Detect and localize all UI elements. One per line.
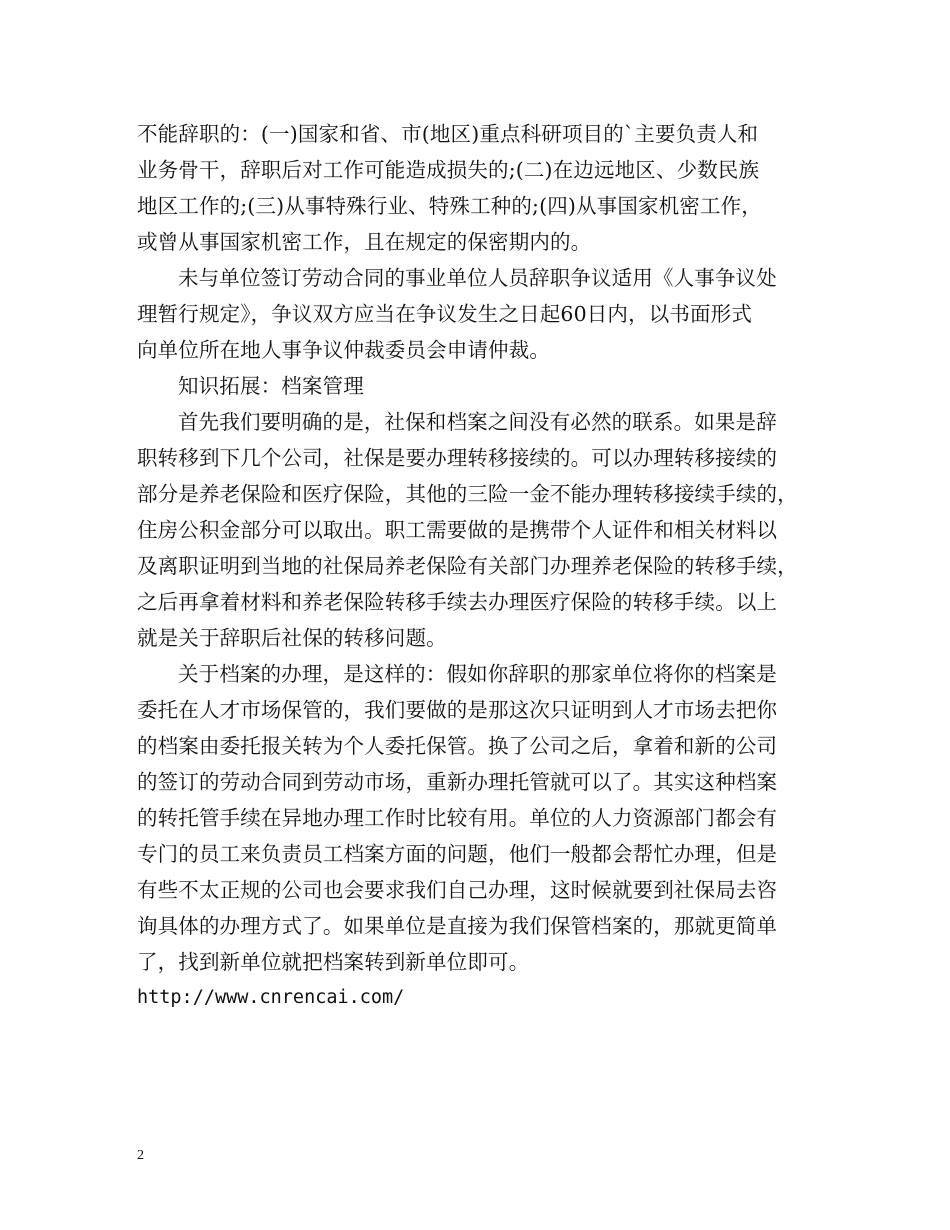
body-text (137, 116, 817, 1016)
text-line: 询具体的办理方式了。如果单位是直接为我们保管档案的，那就更简单 (137, 914, 778, 938)
text-line: 向单位所在地人事争议仲裁委员会申请仲裁。 (137, 338, 550, 362)
text-line: 的签订的劳动合同到劳动市场，重新办理托管就可以了。其实这种档案 (137, 770, 778, 794)
text-line: 的转托管手续在异地办理工作时比较有用。单位的人力资源部门都会有 (137, 806, 778, 830)
text-line: 地区工作的;(三)从事特殊行业、特殊工种的;(四)从事国家机密工作， (137, 194, 762, 218)
paragraph-start-line: 首先我们要明确的是，社保和档案之间没有必然的联系。如果是辞 (178, 410, 777, 434)
text-line: 及离职证明到当地的社保局养老保险有关部门办理养老保险的转移手续， (137, 554, 798, 578)
text-line: 业务骨干，辞职后对工作可能造成损失的;(二)在边远地区、少数民族 (137, 158, 760, 182)
text-line: 专门的员工来负责员工档案方面的问题，他们一般都会帮忙办理，但是 (137, 842, 778, 866)
text-line: 职转移到下几个公司，社保是要办理转移接续的。可以办理转移接续的 (137, 446, 778, 470)
text-line: 有些不太正规的公司也会要求我们自己办理，这时候就要到社保局去咨 (137, 878, 778, 902)
text-line: 就是关于辞职后社保的转移问题。 (137, 626, 447, 650)
source-url: http://www.cnrencai.com/ (137, 987, 405, 1008)
page-number: 2 (137, 1148, 144, 1163)
text-line: 委托在人才市场保管的，我们要做的是那这次只证明到人才市场去把你 (137, 698, 778, 722)
text-line: 或曾从事国家机密工作，且在规定的保密期内的。 (137, 230, 592, 254)
text-line: 之后再拿着材料和养老保险转移手续去办理医疗保险的转移手续。以上 (137, 590, 778, 614)
text-line: 不能辞职的：(一)国家和省、市(地区)重点科研项目的`主要负责人和 (137, 122, 759, 146)
text-line: 理暂行规定》，争议双方应当在争议发生之日起60日内，以书面形式 (137, 302, 752, 326)
text-line: 住房公积金部分可以取出。职工需要做的是携带个人证件和相关材料以 (137, 518, 778, 542)
text-line: 的档案由委托报关转为个人委托保管。换了公司之后，拿着和新的公司 (137, 734, 778, 758)
text-line: 了，找到新单位就把档案转到新单位即可。 (137, 950, 530, 974)
text-line: 部分是养老保险和医疗保险，其他的三险一金不能办理转移接续手续的， (137, 482, 798, 506)
paragraph-start-line: 关于档案的办理，是这样的：假如你辞职的那家单位将你的档案是 (178, 662, 777, 686)
section-heading: 知识拓展：档案管理 (178, 374, 364, 398)
paragraph-start-line: 未与单位签订劳动合同的事业单位人员辞职争议适用《人事争议处 (178, 266, 777, 290)
